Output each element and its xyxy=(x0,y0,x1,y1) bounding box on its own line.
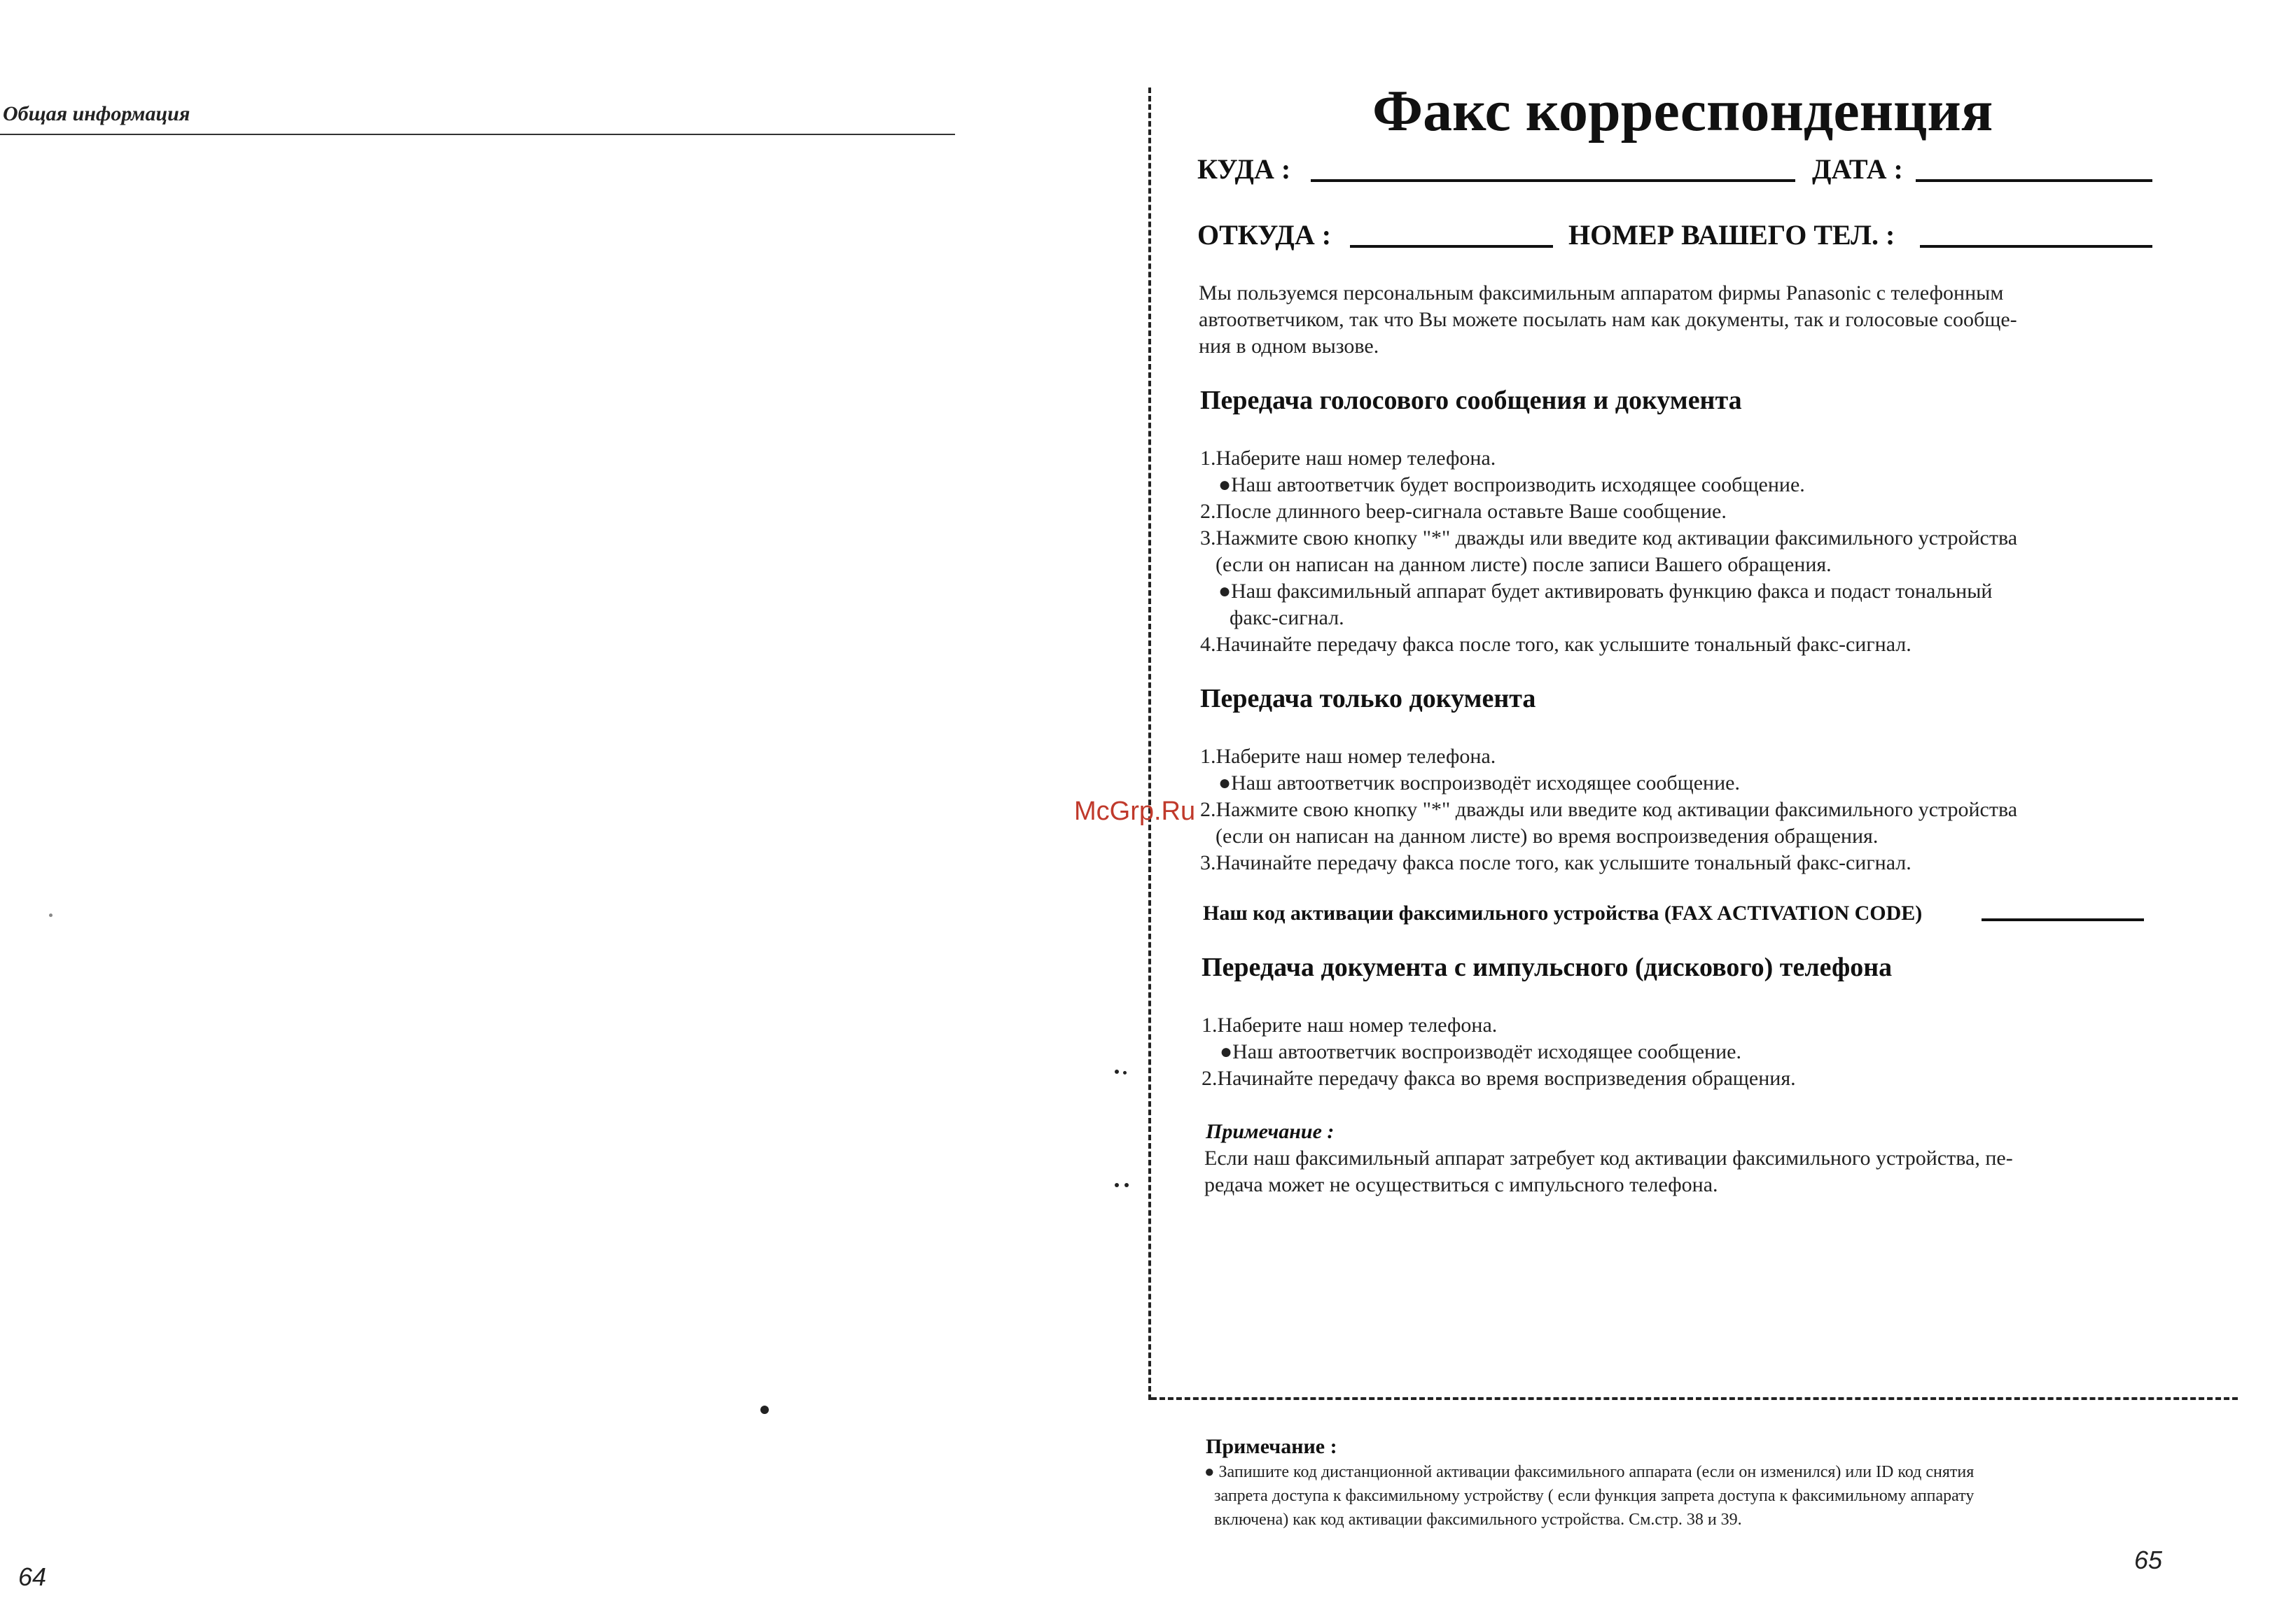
bottom-note-text xyxy=(1204,1460,1974,1532)
note-label: Примечание : xyxy=(1206,1120,1335,1143)
header-rule xyxy=(0,134,955,135)
phone-label: НОМЕР ВАШЕГО ТЕЛ. : xyxy=(1568,219,1895,251)
right-page-number: 65 xyxy=(2134,1546,2163,1574)
scan-dot xyxy=(1115,1183,1119,1187)
list-item: 4.Начинайте передачу факса после того, как услышите тональный факс-сигнал. xyxy=(1200,633,1912,656)
intro-line: ния в одном вызове. xyxy=(1199,335,1379,358)
list-item: 2.Начинайте передачу факса во время воспризведения обращения. xyxy=(1202,1067,1796,1090)
list-item: факс-сигнал. xyxy=(1230,606,1344,629)
scan-dot xyxy=(760,1406,769,1414)
from-label: ОТКУДА : xyxy=(1197,219,1332,251)
note-line: Если наш факсимильный аппарат затребует код активации факсимильного устройства, пе- xyxy=(1204,1147,2013,1170)
list-item: 1.Наберите наш номер телефона. xyxy=(1200,447,1496,470)
cut-line-vertical xyxy=(1148,88,1151,1400)
section-heading-voice-and-document: Передача голосового сообщения и документа xyxy=(1200,386,1742,415)
list-item: 1.Наберите наш номер телефона. xyxy=(1202,1014,1498,1037)
bottom-note-line: запрета доступа к факсимильному устройству ( если функция запрета доступа к факсимильному аппарату xyxy=(1214,1487,1975,1505)
bottom-note-line: ● Запишите код дистанционной активации факсимильного аппарата (если он изменился) или ID код снятия xyxy=(1204,1463,1975,1481)
list-item: ●Наш автоответчик воспроизводёт исходящее сообщение. xyxy=(1220,1040,1741,1063)
list-item: 3.Начинайте передачу факса после того, как услышите тональный факс-сигнал. xyxy=(1200,851,1912,874)
list-item: 3.Нажмите свою кнопку "*" дважды или введите код активации факсимильного устройства xyxy=(1200,526,2018,550)
list-item: 1.Наберите наш номер телефона. xyxy=(1200,745,1496,768)
date-field[interactable] xyxy=(1916,179,2152,182)
activation-code-label: Наш код активации факсимильного устройства (FAX ACTIVATION CODE) xyxy=(1203,902,1923,925)
to-label: КУДА : xyxy=(1197,153,1291,185)
left-page-header: Общая информация xyxy=(3,102,190,125)
list-item: (если он написан на данном листе) после записи Вашего обращения. xyxy=(1216,553,1832,576)
watermark: McGrp.Ru xyxy=(1074,797,1196,826)
list-item: ●Наш факсимильный аппарат будет активировать функцию факса и подаст тональный xyxy=(1218,580,1993,603)
section3-list xyxy=(1202,1012,1796,1092)
scan-dot xyxy=(1124,1183,1129,1187)
list-item: 2.Нажмите свою кнопку "*" дважды или введите код активации факсимильного устройства xyxy=(1200,798,2018,821)
from-field[interactable] xyxy=(1350,245,1553,248)
bottom-note-label: Примечание : xyxy=(1206,1435,1337,1458)
list-item: ●Наш автоответчик будет воспроизводить исходящее сообщение. xyxy=(1218,473,1805,496)
scan-dot xyxy=(1123,1071,1127,1074)
intro-line: Мы пользуемся персональным факсимильным аппаратом фирмы Panasonic с телефонным xyxy=(1199,281,2004,304)
note-text xyxy=(1204,1145,2013,1198)
list-item: ●Наш автоответчик воспроизводёт исходящее сообщение. xyxy=(1218,771,1740,794)
left-page-number: 64 xyxy=(18,1562,47,1591)
section2-list xyxy=(1200,743,2017,876)
section1-list xyxy=(1200,445,2017,658)
fax-title: Факс корреспонденция xyxy=(1372,78,1993,144)
cut-line-horizontal xyxy=(1151,1397,2238,1400)
note-line: редача может не осуществиться с импульсного телефона. xyxy=(1204,1173,1718,1196)
intro-paragraph xyxy=(1199,280,2017,360)
list-item: (если он написан на данном листе) во время воспроизведения обращения. xyxy=(1216,825,1879,848)
intro-line: автоответчиком, так что Вы можете посылать нам как документы, так и голосовые сообще- xyxy=(1199,308,2017,331)
bottom-note-line: включена) как код активации факсимильного устройства. См.стр. 38 и 39. xyxy=(1214,1511,1742,1529)
scan-dot xyxy=(49,913,53,917)
section-heading-pulse-phone: Передача документа с импульсного (дискового) телефона xyxy=(1202,953,1893,982)
date-label: ДАТА : xyxy=(1812,153,1903,185)
section-heading-document-only: Передача только документа xyxy=(1200,684,1536,713)
activation-code-field[interactable] xyxy=(1982,918,2144,921)
phone-field[interactable] xyxy=(1920,245,2152,248)
to-field[interactable] xyxy=(1311,179,1795,182)
scan-dot xyxy=(1115,1070,1119,1074)
list-item: 2.После длинного beep-сигнала оставьте Ваше сообщение. xyxy=(1200,500,1727,523)
